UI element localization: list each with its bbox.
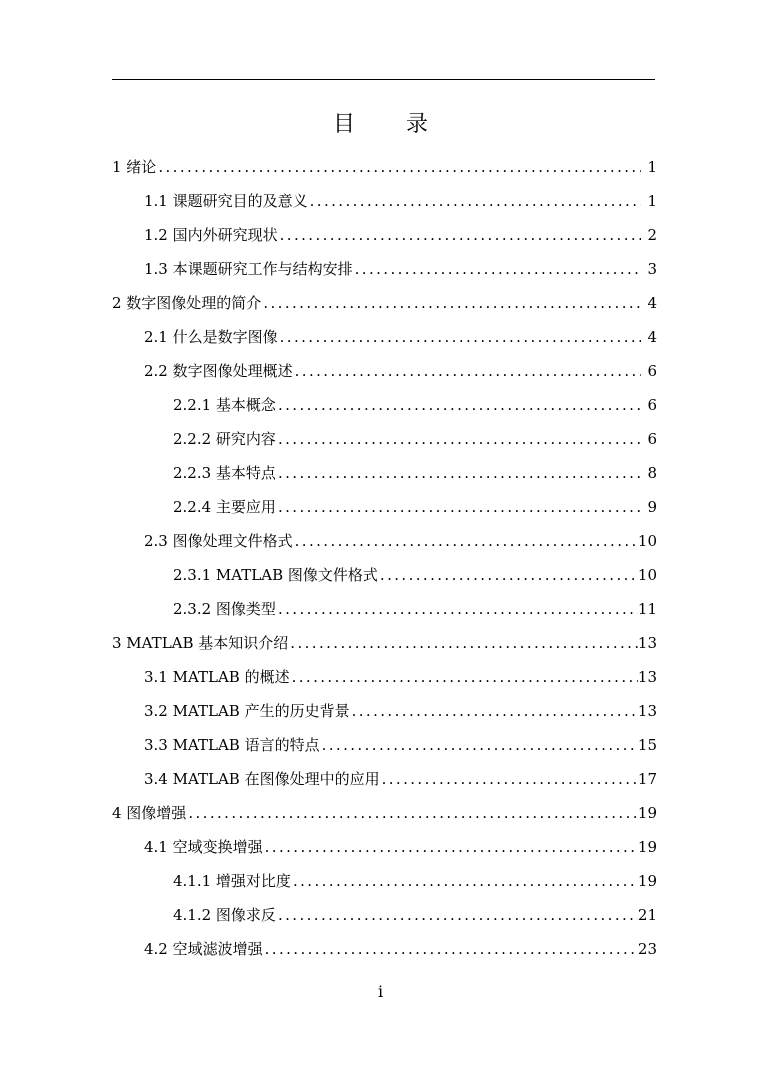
toc-entry-page: 13 bbox=[637, 668, 657, 686]
toc-leader-dots bbox=[293, 531, 638, 551]
toc-leader-dots bbox=[263, 939, 638, 959]
toc-entry-label: 1.2 国内外研究现状 bbox=[144, 226, 278, 244]
toc-entry[interactable] bbox=[144, 255, 657, 279]
toc-entry-label: 4.1.1 增强对比度 bbox=[173, 872, 291, 890]
footer-page-number: i bbox=[377, 982, 384, 1001]
toc-entry[interactable] bbox=[173, 493, 657, 517]
toc-entry[interactable] bbox=[144, 221, 657, 245]
toc-entry-label: 1.3 本课题研究工作与结构安排 bbox=[144, 260, 353, 278]
toc-entry[interactable] bbox=[144, 935, 657, 959]
toc-entry[interactable] bbox=[112, 629, 657, 653]
toc-entry-label: 3.1 MATLAB 的概述 bbox=[144, 668, 290, 686]
toc-entry[interactable] bbox=[144, 833, 657, 857]
toc-leader-dots bbox=[276, 497, 641, 517]
toc-entry-page: 15 bbox=[637, 736, 657, 754]
toc-leader-dots bbox=[276, 429, 641, 449]
toc-leader-dots bbox=[290, 667, 638, 687]
toc-leader-dots bbox=[276, 599, 638, 619]
toc-entry[interactable] bbox=[144, 731, 657, 755]
toc-entry-page: 2 bbox=[647, 226, 657, 244]
toc-entry-page: 13 bbox=[637, 634, 657, 652]
toc-leader-dots bbox=[350, 701, 638, 721]
toc-entry-page: 13 bbox=[637, 702, 657, 720]
toc-entry-page: 9 bbox=[647, 498, 657, 516]
toc-entry-page: 6 bbox=[647, 430, 657, 448]
toc-entry-label: 2.2.2 研究内容 bbox=[173, 430, 276, 448]
toc-entry[interactable] bbox=[112, 153, 657, 177]
toc-entry-page: 6 bbox=[647, 362, 657, 380]
toc-entry[interactable] bbox=[144, 697, 657, 721]
toc-leader-dots bbox=[276, 463, 641, 483]
toc-entry-label: 2.3 图像处理文件格式 bbox=[144, 532, 293, 550]
toc-entry-page: 19 bbox=[637, 838, 657, 856]
toc-entry-page: 23 bbox=[637, 940, 657, 958]
toc-entry-label: 2.3.2 图像类型 bbox=[173, 600, 276, 618]
toc-leader-dots bbox=[263, 837, 638, 857]
toc-entry-label: 4.2 空域滤波增强 bbox=[144, 940, 263, 958]
header-rule bbox=[112, 79, 655, 80]
toc-entry-page: 3 bbox=[647, 260, 657, 278]
toc-entry-label: 3.3 MATLAB 语言的特点 bbox=[144, 736, 320, 754]
toc-entry-page: 10 bbox=[637, 532, 657, 550]
toc-entry[interactable] bbox=[173, 867, 657, 891]
toc-leader-dots bbox=[378, 565, 638, 585]
toc-entry[interactable] bbox=[173, 901, 657, 925]
toc-entry-page: 1 bbox=[647, 192, 657, 210]
toc-leader-dots bbox=[308, 191, 641, 211]
toc-entry-label: 2.2.4 主要应用 bbox=[173, 498, 276, 516]
toc-entry-label: 3.4 MATLAB 在图像处理中的应用 bbox=[144, 770, 380, 788]
toc-entry[interactable] bbox=[173, 595, 657, 619]
toc-entry-page: 21 bbox=[637, 906, 657, 924]
toc-entry[interactable] bbox=[112, 799, 657, 823]
toc-entry-page: 4 bbox=[647, 328, 657, 346]
toc-entry[interactable] bbox=[144, 187, 657, 211]
toc-entry-page: 6 bbox=[647, 396, 657, 414]
toc-entry[interactable] bbox=[144, 765, 657, 789]
toc-entry[interactable] bbox=[144, 357, 657, 381]
toc-entry-page: 1 bbox=[647, 158, 657, 176]
toc-entry[interactable] bbox=[144, 663, 657, 687]
toc-leader-dots bbox=[261, 293, 641, 313]
toc-entry-label: 2.1 什么是数字图像 bbox=[144, 328, 278, 346]
toc-entry-page: 4 bbox=[647, 294, 657, 312]
toc-entry[interactable] bbox=[112, 289, 657, 313]
toc-entry-label: 4 图像增强 bbox=[112, 804, 187, 822]
toc-entry-label: 2.2.1 基本概念 bbox=[173, 396, 276, 414]
toc-leader-dots bbox=[156, 157, 641, 177]
toc-leader-dots bbox=[276, 395, 641, 415]
toc-entry-label: 2.2 数字图像处理概述 bbox=[144, 362, 293, 380]
toc-leader-dots bbox=[278, 225, 641, 245]
toc-entry-label: 1 绪论 bbox=[112, 158, 157, 176]
toc-entry-page: 19 bbox=[637, 804, 657, 822]
toc-entry-page: 19 bbox=[637, 872, 657, 890]
toc-title: 目 录 bbox=[333, 112, 450, 137]
toc-entry-label: 2.2.3 基本特点 bbox=[173, 464, 276, 482]
toc-entry-label: 2.3.1 MATLAB 图像文件格式 bbox=[173, 566, 378, 584]
toc-entry-label: 4.1 空域变换增强 bbox=[144, 838, 263, 856]
toc-entry-page: 8 bbox=[647, 464, 657, 482]
toc-entry[interactable] bbox=[173, 561, 657, 585]
toc-entry-page: 11 bbox=[637, 600, 657, 618]
toc-entry[interactable] bbox=[173, 459, 657, 483]
toc-entry[interactable] bbox=[144, 323, 657, 347]
toc-entry-page: 10 bbox=[637, 566, 657, 584]
toc-leader-dots bbox=[186, 803, 638, 823]
toc-leader-dots bbox=[276, 905, 638, 925]
toc-leader-dots bbox=[293, 361, 641, 381]
toc-entry[interactable] bbox=[173, 425, 657, 449]
toc-entry-label: 2 数字图像处理的简介 bbox=[112, 294, 262, 312]
toc-entry-page: 17 bbox=[637, 770, 657, 788]
toc-leader-dots bbox=[291, 871, 638, 891]
toc-entry-label: 3.2 MATLAB 产生的历史背景 bbox=[144, 702, 350, 720]
toc-entry-label: 4.1.2 图像求反 bbox=[173, 906, 276, 924]
toc-leader-dots bbox=[353, 259, 641, 279]
toc-entry-label: 3 MATLAB 基本知识介绍 bbox=[112, 634, 289, 652]
toc-leader-dots bbox=[288, 633, 638, 653]
toc-entry[interactable] bbox=[144, 527, 657, 551]
toc-entry-label: 1.1 课题研究目的及意义 bbox=[144, 192, 308, 210]
toc-entry[interactable] bbox=[173, 391, 657, 415]
toc-leader-dots bbox=[380, 769, 638, 789]
toc-leader-dots bbox=[320, 735, 638, 755]
toc-leader-dots bbox=[278, 327, 641, 347]
